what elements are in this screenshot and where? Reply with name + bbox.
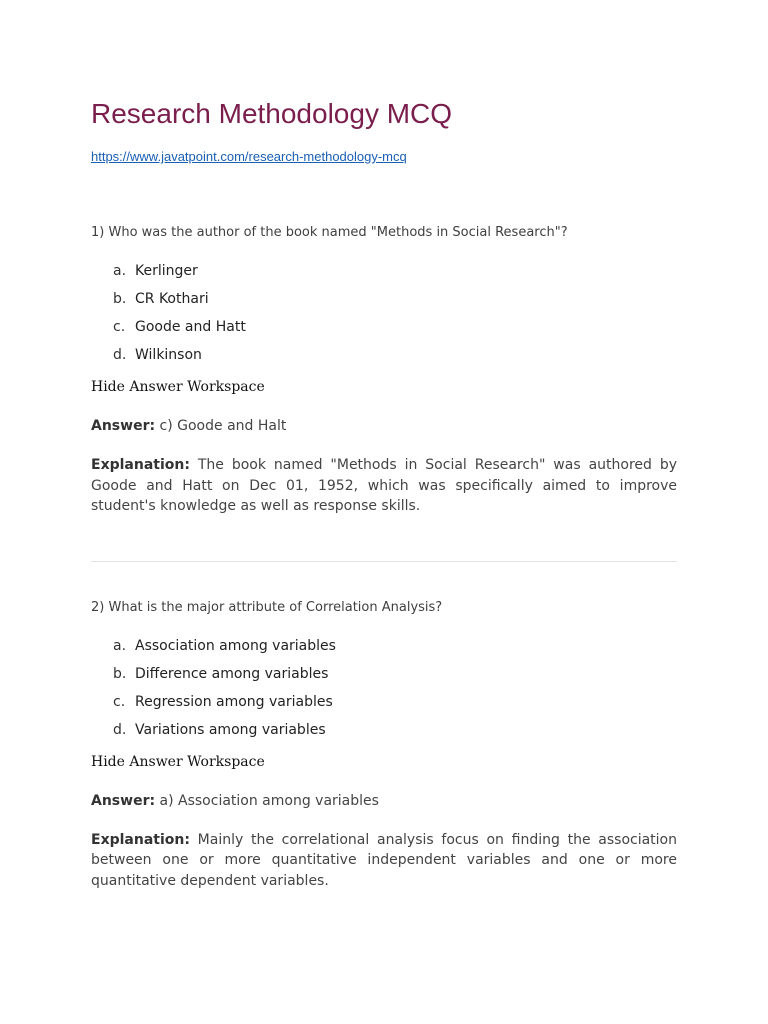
option-text: Regression among variables [135, 693, 333, 710]
option-item [91, 720, 677, 748]
question-text: 2) What is the major attribute of Correlation Analysis? [91, 599, 443, 615]
source-link[interactable]: https://www.javatpoint.com/research-methodology-mcq [91, 149, 407, 164]
option-item [91, 345, 677, 373]
option-item [91, 261, 677, 289]
option-text: Kerlinger [135, 263, 198, 279]
explanation-label: Explanation: [91, 457, 190, 473]
explanation-text: The book named "Methods in Social Research" was authored by Goode and Hatt on Dec 01, 1952, which was specifically aimed to improve student's knowledge as well as response skills. [91, 457, 677, 514]
answer-label: Answer: [91, 792, 156, 809]
explanation-paragraph [91, 830, 677, 892]
question-block-1 [91, 224, 677, 517]
document-content [91, 96, 677, 891]
page-title: Research Methodology MCQ [91, 98, 453, 129]
question-divider [91, 561, 677, 562]
option-text: Difference among variables [135, 665, 329, 682]
option-item [91, 692, 677, 720]
option-marker: c. [113, 319, 126, 335]
option-marker: d. [113, 347, 127, 363]
option-marker: a. [113, 263, 127, 279]
option-text: Variations among variables [135, 721, 326, 738]
answer-label: Answer: [91, 418, 156, 434]
explanation-paragraph [91, 455, 677, 517]
option-list [91, 261, 677, 373]
option-marker: b. [113, 665, 127, 682]
question-text: 1) Who was the author of the book named "Methods in Social Research"? [91, 225, 568, 240]
option-text: Wilkinson [135, 347, 202, 363]
explanation-text: Mainly the correlational analysis focus on finding the association between one or more quantitative independent variables and one or more quantitative dependent variables. [91, 831, 677, 889]
option-text: Goode and Hatt [135, 319, 246, 335]
answer-line [91, 416, 677, 436]
answer-text: a) Association among variables [155, 792, 379, 809]
hide-answer-workspace-label: Hide Answer Workspace [91, 753, 265, 770]
option-item [91, 636, 677, 664]
option-item [91, 289, 677, 317]
option-item [91, 317, 677, 345]
option-text: Association among variables [135, 637, 336, 654]
option-marker: c. [113, 693, 126, 710]
option-text: CR Kothari [135, 291, 209, 307]
option-marker: a. [113, 637, 127, 654]
answer-text: c) Goode and Halt [155, 418, 287, 434]
question-block-2 [91, 599, 677, 892]
answer-line [91, 791, 677, 811]
hide-answer-workspace-label: Hide Answer Workspace [91, 379, 265, 395]
option-marker: b. [113, 291, 127, 307]
option-item [91, 664, 677, 692]
option-marker: d. [113, 721, 127, 738]
option-list [91, 636, 677, 748]
explanation-label: Explanation: [91, 831, 190, 848]
